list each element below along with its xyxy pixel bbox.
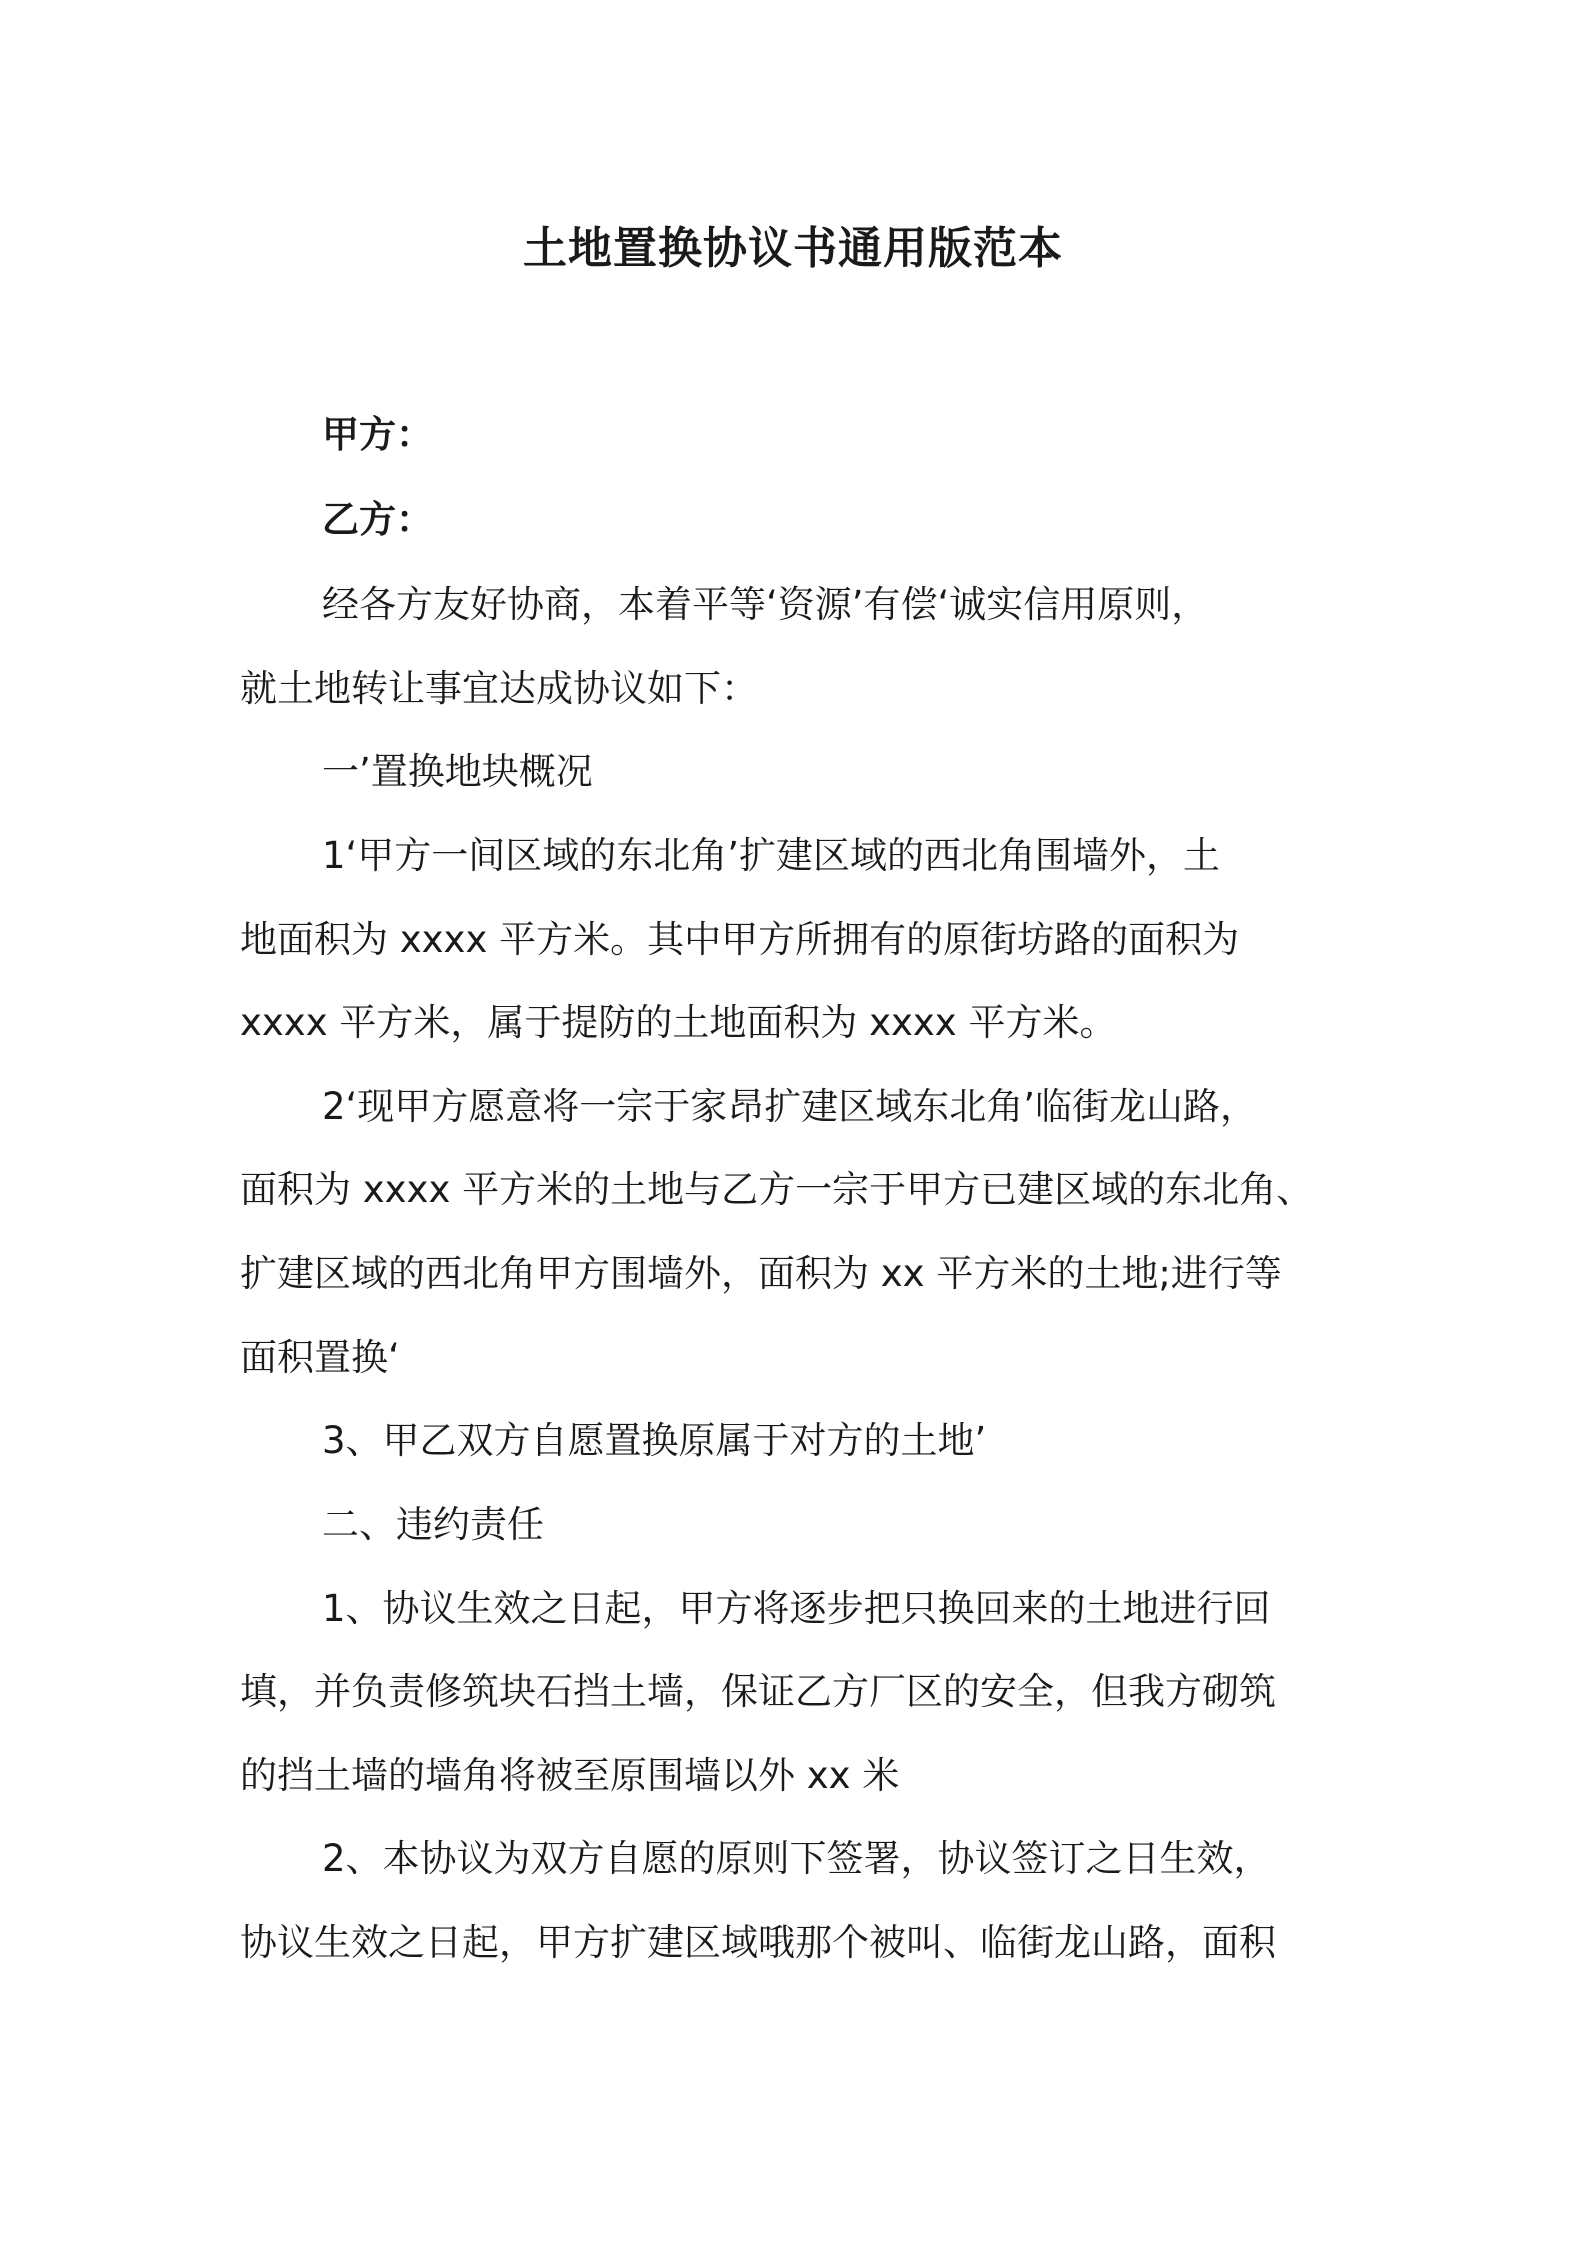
party-b-label: 乙方：: [322, 498, 433, 541]
clause-1-2-line-1: 2‘现甲方愿意将一宗于家昂扩建区域东北角’临街龙山路，: [322, 1085, 1258, 1128]
section-2-heading: 二、违约责任: [322, 1503, 544, 1546]
clause-1-2-line-3: 扩建区域的西北角甲方围墙外，面积为 xx 平方米的土地;进行等: [240, 1252, 1282, 1295]
paragraph-preamble-line-2: 就土地转让事宜达成协议如下：: [240, 667, 758, 710]
party-a-label: 甲方：: [322, 413, 433, 456]
paragraph-preamble-line-1: 经各方友好协商，本着平等‘资源’有偿‘诚实信用原则，: [322, 583, 1209, 626]
clause-1-2-line-4: 面积置换‘: [240, 1336, 400, 1379]
clause-2-2-line-2: 协议生效之日起，甲方扩建区域哦那个被叫、临街龙山路，面积: [240, 1921, 1276, 1964]
clause-2-1-line-3: 的挡土墙的墙角将被至原围墙以外 xx 米: [240, 1754, 900, 1797]
clause-2-1-line-2: 填，并负责修筑块石挡土墙，保证乙方厂区的安全，但我方砌筑: [240, 1670, 1276, 1713]
clause-1-1-line-2: 地面积为 xxxx 平方米。其中甲方所拥有的原街坊路的面积为: [240, 918, 1240, 961]
clause-1-3: 3、甲乙双方自愿置换原属于对方的土地’: [322, 1419, 987, 1462]
clause-1-1-line-1: 1‘甲方一间区域的东北角’扩建区域的西北角围墙外，土: [322, 834, 1221, 877]
clause-2-2-line-1: 2、本协议为双方自愿的原则下签署，协议签订之日生效，: [322, 1837, 1271, 1880]
clause-1-2-line-2: 面积为 xxxx 平方米的土地与乙方一宗于甲方已建区域的东北角、: [240, 1168, 1314, 1211]
section-1-heading: 一’置换地块概况: [322, 750, 593, 793]
clause-2-1-line-1: 1、协议生效之日起，甲方将逐步把只换回来的土地进行回: [322, 1587, 1271, 1630]
clause-1-1-line-3: xxxx 平方米，属于提防的土地面积为 xxxx 平方米。: [240, 1001, 1117, 1044]
document-title: 土地置换协议书通用版范本: [523, 223, 1063, 274]
